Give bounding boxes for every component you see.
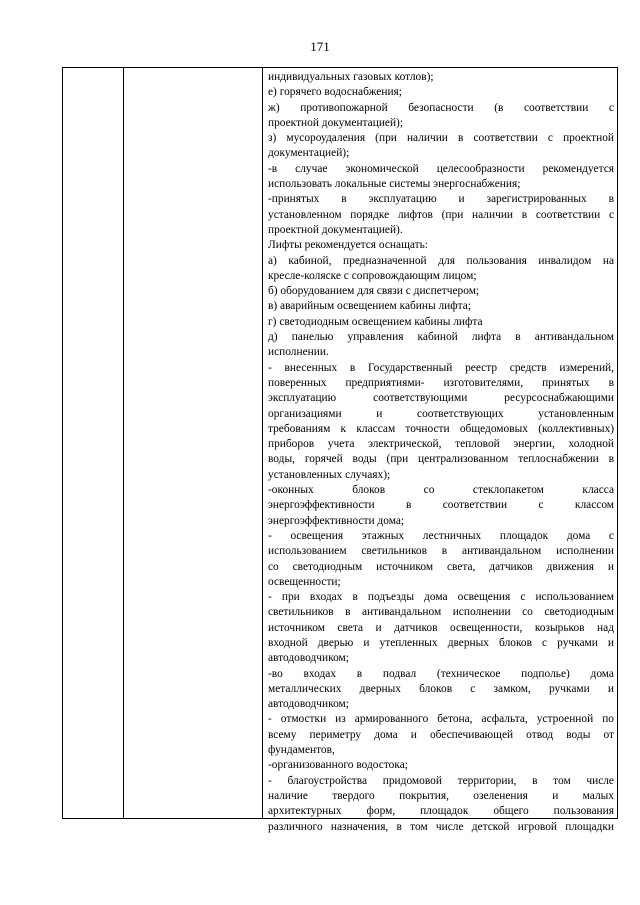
text-line: -организованного водостока; xyxy=(268,759,408,772)
text-line: - при входах в подъезды дома освещения с использованием xyxy=(268,591,614,604)
text-line: поверенных предприятиями- изготовителями, принятых в xyxy=(268,376,614,389)
text-line: со светодиодным источником света, датчиков движения и xyxy=(268,560,614,573)
text-line: -во входах в подвал (техническое подполье) дома xyxy=(268,667,614,680)
text-line: ж) противопожарной безопасности (в соответствии с xyxy=(268,101,614,114)
document-table xyxy=(62,67,618,833)
text-line: в) аварийным освещением кабины лифта; xyxy=(268,300,471,313)
text-line: а) кабиной, предназначенной для пользования инвалидом на xyxy=(268,254,614,267)
text-line: индивидуальных газовых котлов); xyxy=(268,71,434,83)
text-line: - освещения этажных лестничных площадок дома с xyxy=(268,529,614,542)
text-line: - благоустройства придомовой территории, в том числе xyxy=(268,774,614,787)
text-line: кресле-коляске с сопровождающим лицом; xyxy=(268,269,477,282)
page-number: 171 xyxy=(310,39,330,54)
text-line: источником света и датчиков освещенности, козырьков над xyxy=(268,621,614,634)
text-line: исполнении. xyxy=(268,346,329,359)
text-line: Лифты рекомендуется оснащать: xyxy=(268,239,428,252)
text-line: автодоводчиком; xyxy=(268,698,349,711)
text-line: е) горячего водоснабжения; xyxy=(268,86,402,99)
text-line: эксплуатацию соответствующими ресурсоснабжающими xyxy=(268,392,614,405)
table-text-cell xyxy=(268,70,614,835)
text-line: архитектурных форм, площадок общего пользования xyxy=(268,805,614,818)
text-line: воды, горячей воды (при централизованном теплоснабжении в xyxy=(268,453,614,466)
text-line: -оконных блоков со стеклопакетом класса xyxy=(268,484,614,497)
text-line: требованиям к классам точности общедомовых (коллективных) xyxy=(268,422,614,435)
text-line: энергоэффективности в соответствии с классом xyxy=(268,499,614,512)
text-line: использованием светильников в антивандальном исполнении xyxy=(268,545,614,558)
text-line: г) светодиодным освещением кабины лифта xyxy=(268,315,483,328)
text-line: приборов учета электрической, тепловой энергии, холодной xyxy=(268,438,614,451)
text-line: фундаментов, xyxy=(268,744,335,757)
text-line: б) оборудованием для связи с диспетчером; xyxy=(268,285,480,298)
text-line: - отмостки из армированного бетона, асфальта, устроенной по xyxy=(268,713,614,726)
text-line: различного назначения, в том числе детской игровой площадки xyxy=(268,820,614,833)
text-line: з) мусороудаления (при наличии в соответствии с проектной xyxy=(268,132,614,145)
text-line: -в случае экономической целесообразности рекомендуется xyxy=(268,162,614,175)
text-line: всему периметру дома и обеспечивающей отвод воды от xyxy=(268,728,614,741)
text-line: организациями и соответствующих установленным xyxy=(268,407,614,420)
text-line: установленных случаях); xyxy=(268,468,391,481)
text-line: светильников в антивандальном исполнении со светодиодным xyxy=(268,606,614,619)
text-line: д) панелью управления кабиной лифта в антивандальном xyxy=(268,331,614,344)
text-line: документацией); xyxy=(268,147,350,160)
text-line: - внесенных в Государственный реестр средств измерений, xyxy=(268,361,614,374)
text-line: -принятых в эксплуатацию и зарегистрированных в xyxy=(268,193,614,206)
column-divider-1 xyxy=(123,68,124,818)
text-line: проектной документацией); xyxy=(268,116,404,129)
text-line: металлических дверных блоков с замком, ручками и xyxy=(268,682,614,695)
text-line: проектной документацией). xyxy=(268,223,403,236)
text-line: использовать локальные системы энергоснабжения; xyxy=(268,178,521,191)
text-line: освещенности; xyxy=(268,575,341,588)
text-line: установленном порядке лифтов (при наличии в соответствии с xyxy=(268,208,614,221)
text-line: входной дверью и утепленных дверных блоков с ручками и xyxy=(268,636,614,649)
text-line: энергоэффективности дома; xyxy=(268,514,405,527)
text-line: автодоводчиком; xyxy=(268,652,349,665)
text-line: наличие твердого покрытия, озеленения и малых xyxy=(268,789,614,802)
column-divider-2 xyxy=(262,68,263,818)
